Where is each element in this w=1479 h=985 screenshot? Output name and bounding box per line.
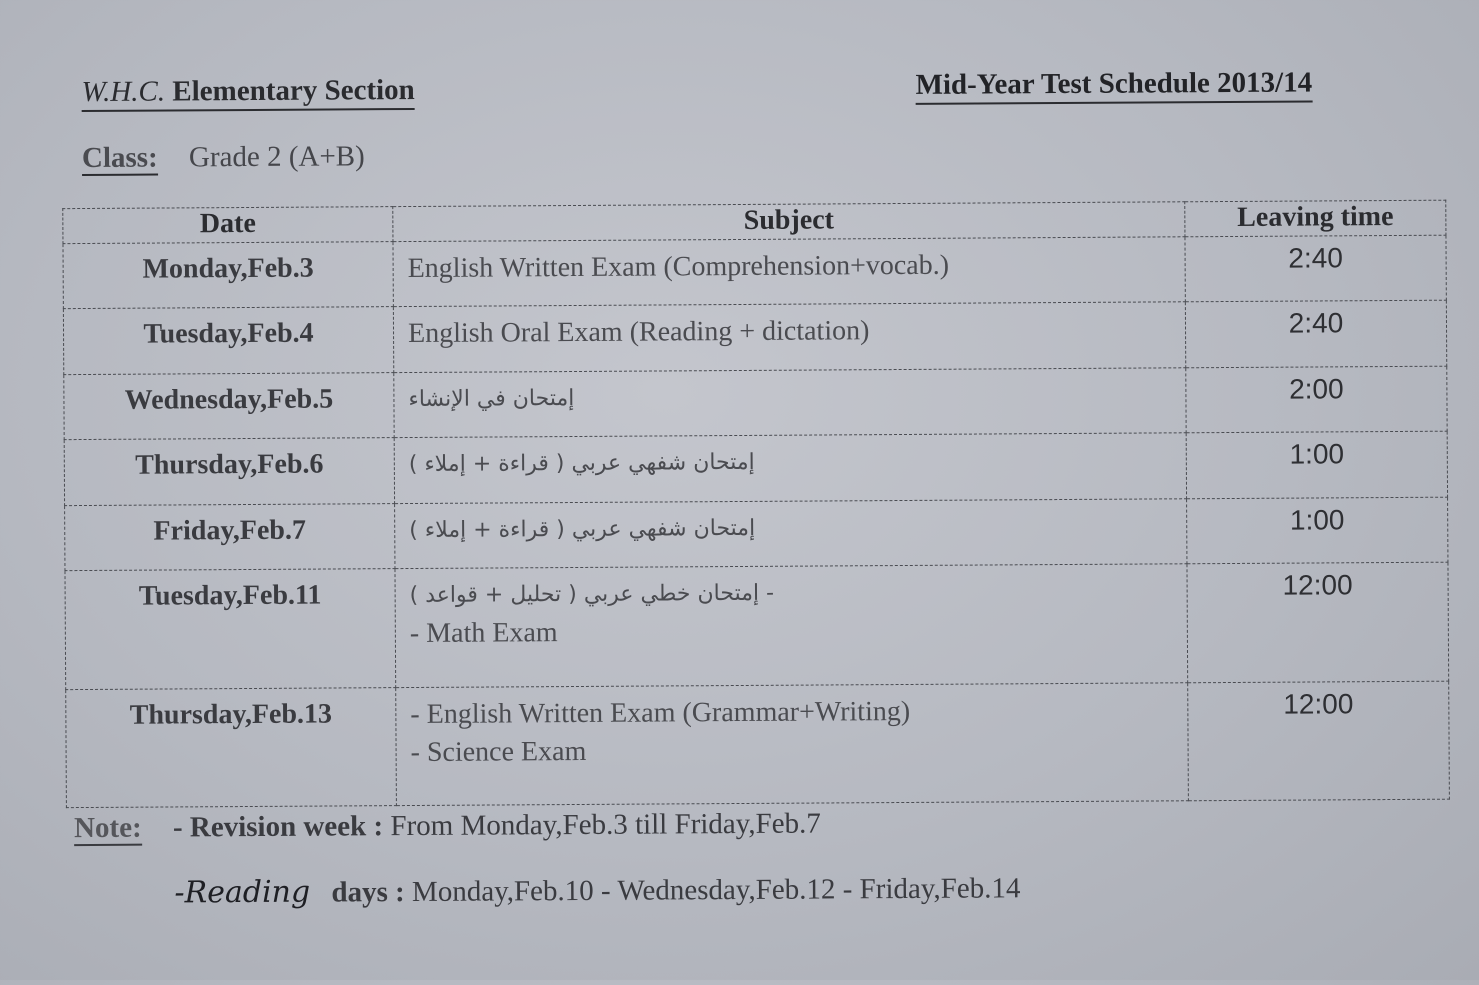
subject-cell: [395, 564, 1188, 687]
schedule-table: [62, 200, 1450, 808]
column-header-subject: Subject: [393, 202, 1185, 242]
column-header-date: Date: [63, 207, 393, 244]
subject-cell: [393, 237, 1185, 307]
subject-line: إمتحان شفهي عربي ( قراءة + إملاء ): [409, 515, 756, 543]
leaving-time-cell: 2:40: [1185, 301, 1446, 368]
class-label: Class:: [81, 141, 158, 175]
table-row: [64, 431, 1447, 505]
subject-line: إمتحان في الإنشاء: [408, 385, 575, 412]
subject-cell: [394, 433, 1186, 503]
handwritten-reading: -Reading: [174, 874, 311, 911]
leaving-time-cell: 2:40: [1185, 235, 1446, 302]
revision-week-value: From Monday,Feb.3 till Friday,Feb.7: [390, 807, 821, 843]
subject-cell: [393, 302, 1185, 372]
subject-line: English Written Exam (Comprehension+vocab.): [407, 249, 950, 285]
leaving-time-cell: 1:00: [1186, 431, 1447, 498]
date-cell: Monday,Feb.3: [63, 242, 393, 309]
date-cell: Thursday,Feb.6: [64, 438, 394, 505]
class-value: Grade 2 (A+B): [188, 140, 365, 174]
table-row: [65, 497, 1448, 571]
date-cell: Wednesday,Feb.5: [64, 372, 394, 439]
school-abbreviation: W.H.C.: [81, 75, 166, 109]
date-cell: Tuesday,Feb.4: [63, 307, 393, 374]
reading-days-label: days :: [331, 876, 405, 909]
subject-cell: [395, 499, 1187, 569]
revision-note: [74, 808, 821, 846]
table-row: [64, 366, 1447, 440]
school-section: Elementary Section: [172, 73, 415, 108]
date-cell: Friday,Feb.7: [65, 503, 395, 570]
table-row: [65, 562, 1449, 689]
leaving-time-cell: 2:00: [1186, 366, 1447, 433]
table-row: [63, 235, 1446, 309]
subject-cell: [394, 368, 1186, 438]
note-label: Note:: [73, 811, 142, 845]
revision-week-label: - Revision week :: [172, 810, 384, 844]
leaving-time-cell: 12:00: [1188, 681, 1450, 801]
table-row: [66, 681, 1450, 808]
subject-line: إمتحان شفهي عربي ( قراءة + إملاء ): [408, 450, 755, 478]
schedule-title: Mid-Year Test Schedule 2013/14: [915, 66, 1312, 104]
school-name: [81, 74, 414, 112]
table-row: [63, 301, 1446, 375]
date-cell: Tuesday,Feb.11: [65, 569, 396, 689]
class-info: [82, 140, 365, 175]
subject-line: - Math Exam: [409, 617, 558, 650]
subject-line: - English Written Exam (Grammar+Writing): [410, 695, 911, 730]
subject-cell: [396, 682, 1189, 805]
leaving-time-cell: 1:00: [1187, 497, 1448, 564]
reading-days-note: [174, 870, 1020, 910]
leaving-time-cell: 12:00: [1187, 562, 1449, 682]
column-header-leaving-time: Leaving time: [1185, 200, 1446, 237]
subject-line: English Oral Exam (Reading + dictation): [407, 315, 870, 350]
subject-line: - إمتحان خطي عربي ( تحليل + قواعد ): [409, 580, 775, 609]
subject-line: - Science Exam: [410, 735, 587, 768]
date-cell: Thursday,Feb.13: [66, 687, 397, 807]
reading-days-value: Monday,Feb.10 - Wednesday,Feb.12 - Friday,Feb.14: [411, 872, 1021, 909]
